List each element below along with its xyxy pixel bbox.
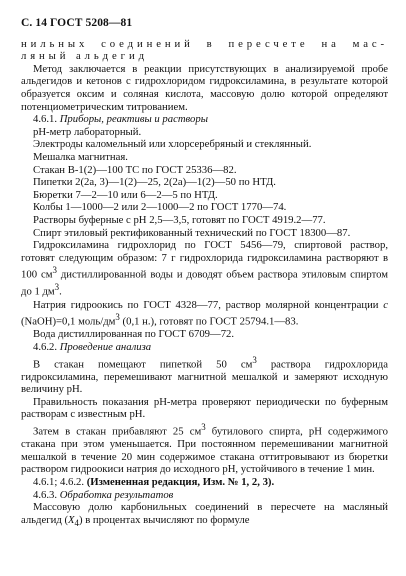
section-number: 4.6.1. — [33, 113, 58, 126]
subscript: 4 — [74, 517, 79, 528]
page-header: С. 14 ГОСТ 5208—81 — [21, 17, 133, 29]
equipment-item: Стакан В-1(2)—100 ТС по ГОСТ 25336—82. — [33, 163, 237, 176]
edition-text: (Измененная редакция, Изм. № 1, 2, 3). — [86, 476, 275, 488]
text-run: бутилового спирта, рН содержимого стакана при этом уменьшается. При постоянном перемешивании магнитной мешалкой в течение 20 мин содержимое стакана оттитровывают из бюретки раствором гидроокиси натрия до исходного рН, устойчивого в течение 1 мин. — [21, 425, 389, 476]
section-number: 4.6.2. — [33, 340, 58, 353]
hydroxylamine-paragraph — [21, 239, 388, 299]
analysis-paragraph-1 — [21, 354, 388, 396]
variable: c — [383, 298, 388, 311]
superscript: 3 — [115, 312, 120, 323]
section-number: 4.6.3. — [33, 488, 58, 501]
equipment-item: Пипетки 2(2а, 3)—1(2)—25, 2(2а)—1(2)—50 по НТД. — [33, 176, 276, 189]
text-run: Массовую долю карбонильных соединений в пересчете на масляный альдегид ( — [21, 501, 388, 526]
text-run: . — [59, 286, 62, 298]
text-run: Затем в стакан прибавляют 25 см — [33, 425, 202, 438]
superscript: 3 — [52, 265, 57, 276]
equipment-item: рН-метр лабораторный. — [33, 125, 142, 138]
variable: X — [68, 513, 75, 526]
equipment-item: Растворы буферные с рН 2,5—3,5, готовят по ГОСТ 4919.2—77. — [33, 213, 326, 226]
analysis-paragraph-3 — [21, 421, 388, 476]
analysis-paragraph-2: Правильность показания рН-метра проверяют периодически по буферным растворам с известным рН. — [21, 395, 388, 421]
edition-reference: 4.6.1; 4.6.2. — [33, 476, 85, 488]
equipment-item: Колбы 1—1000—2 или 2—1000—2 по ГОСТ 1770—74. — [33, 201, 287, 214]
text-run: (0,1 н.), готовят по ГОСТ 25794.1—83. — [119, 315, 299, 328]
edition-note — [21, 476, 388, 489]
equipment-item: Электроды каломельный или хлорсеребряный и стеклянный. — [33, 138, 312, 151]
section-4-6-3 — [21, 489, 388, 502]
section-4-6-1 — [21, 113, 388, 126]
equipment-item: Мешалка магнитная. — [33, 150, 128, 163]
superscript: 3 — [252, 354, 257, 365]
equipment-item: Бюретки 7—2—10 или 6—2—5 по НТД. — [33, 188, 218, 201]
text-run: дистиллированной воды и доводят объем раствора этиловым спиртом до 1 дм — [21, 268, 389, 298]
section-4-6-2 — [21, 341, 388, 354]
text-run: Гидроксиламина гидрохлорид по ГОСТ 5456—79, спиртовой раствор, готовят следующим образом: 7 г гидрохлорида гидроксиламина растворяют в 100 см — [21, 239, 388, 281]
result-paragraph — [21, 501, 388, 529]
section-title: Приборы, реактивы и растворы — [59, 113, 208, 126]
spirit-paragraph: Спирт этиловый ректификованный технический по ГОСТ 18300—87. — [33, 226, 351, 239]
text-run: Натрия гидроокись по ГОСТ 4328—77, раствор молярной концентрации — [33, 298, 384, 311]
section-title: Проведение анализа — [59, 340, 152, 353]
text-run: В стакан помещают пипеткой 50 см — [33, 358, 253, 371]
natrium-paragraph — [21, 299, 388, 329]
text-run: раствора гидрохлорида гидроксиламина, перемешивают магнитной мешалкой и замеряют исходную величину рН. — [21, 358, 388, 396]
water-paragraph: Вода дистиллированная по ГОСТ 6709—72. — [33, 328, 235, 341]
section-title: Обработка результатов — [59, 488, 174, 501]
text-run: (NaOH)=0,1 моль/дм — [21, 315, 116, 328]
intro-line-2: ляный альдегид — [21, 50, 148, 63]
superscript: 3 — [201, 422, 206, 433]
text-run: ) в процентах вычисляют по формуле — [78, 513, 250, 526]
intro-line-1: нильных соединений в пересчете на мас- — [21, 37, 388, 50]
superscript: 3 — [54, 282, 60, 293]
method-paragraph: Метод заключается в реакции присутствующих в анализируемой пробе альдегидов и кетонов с гидрохлоридом гидроксиламина, в результате которой образуется оксим и соляная кислота, массовую долю которой определяют потенциометрическим титрованием. — [21, 62, 388, 113]
